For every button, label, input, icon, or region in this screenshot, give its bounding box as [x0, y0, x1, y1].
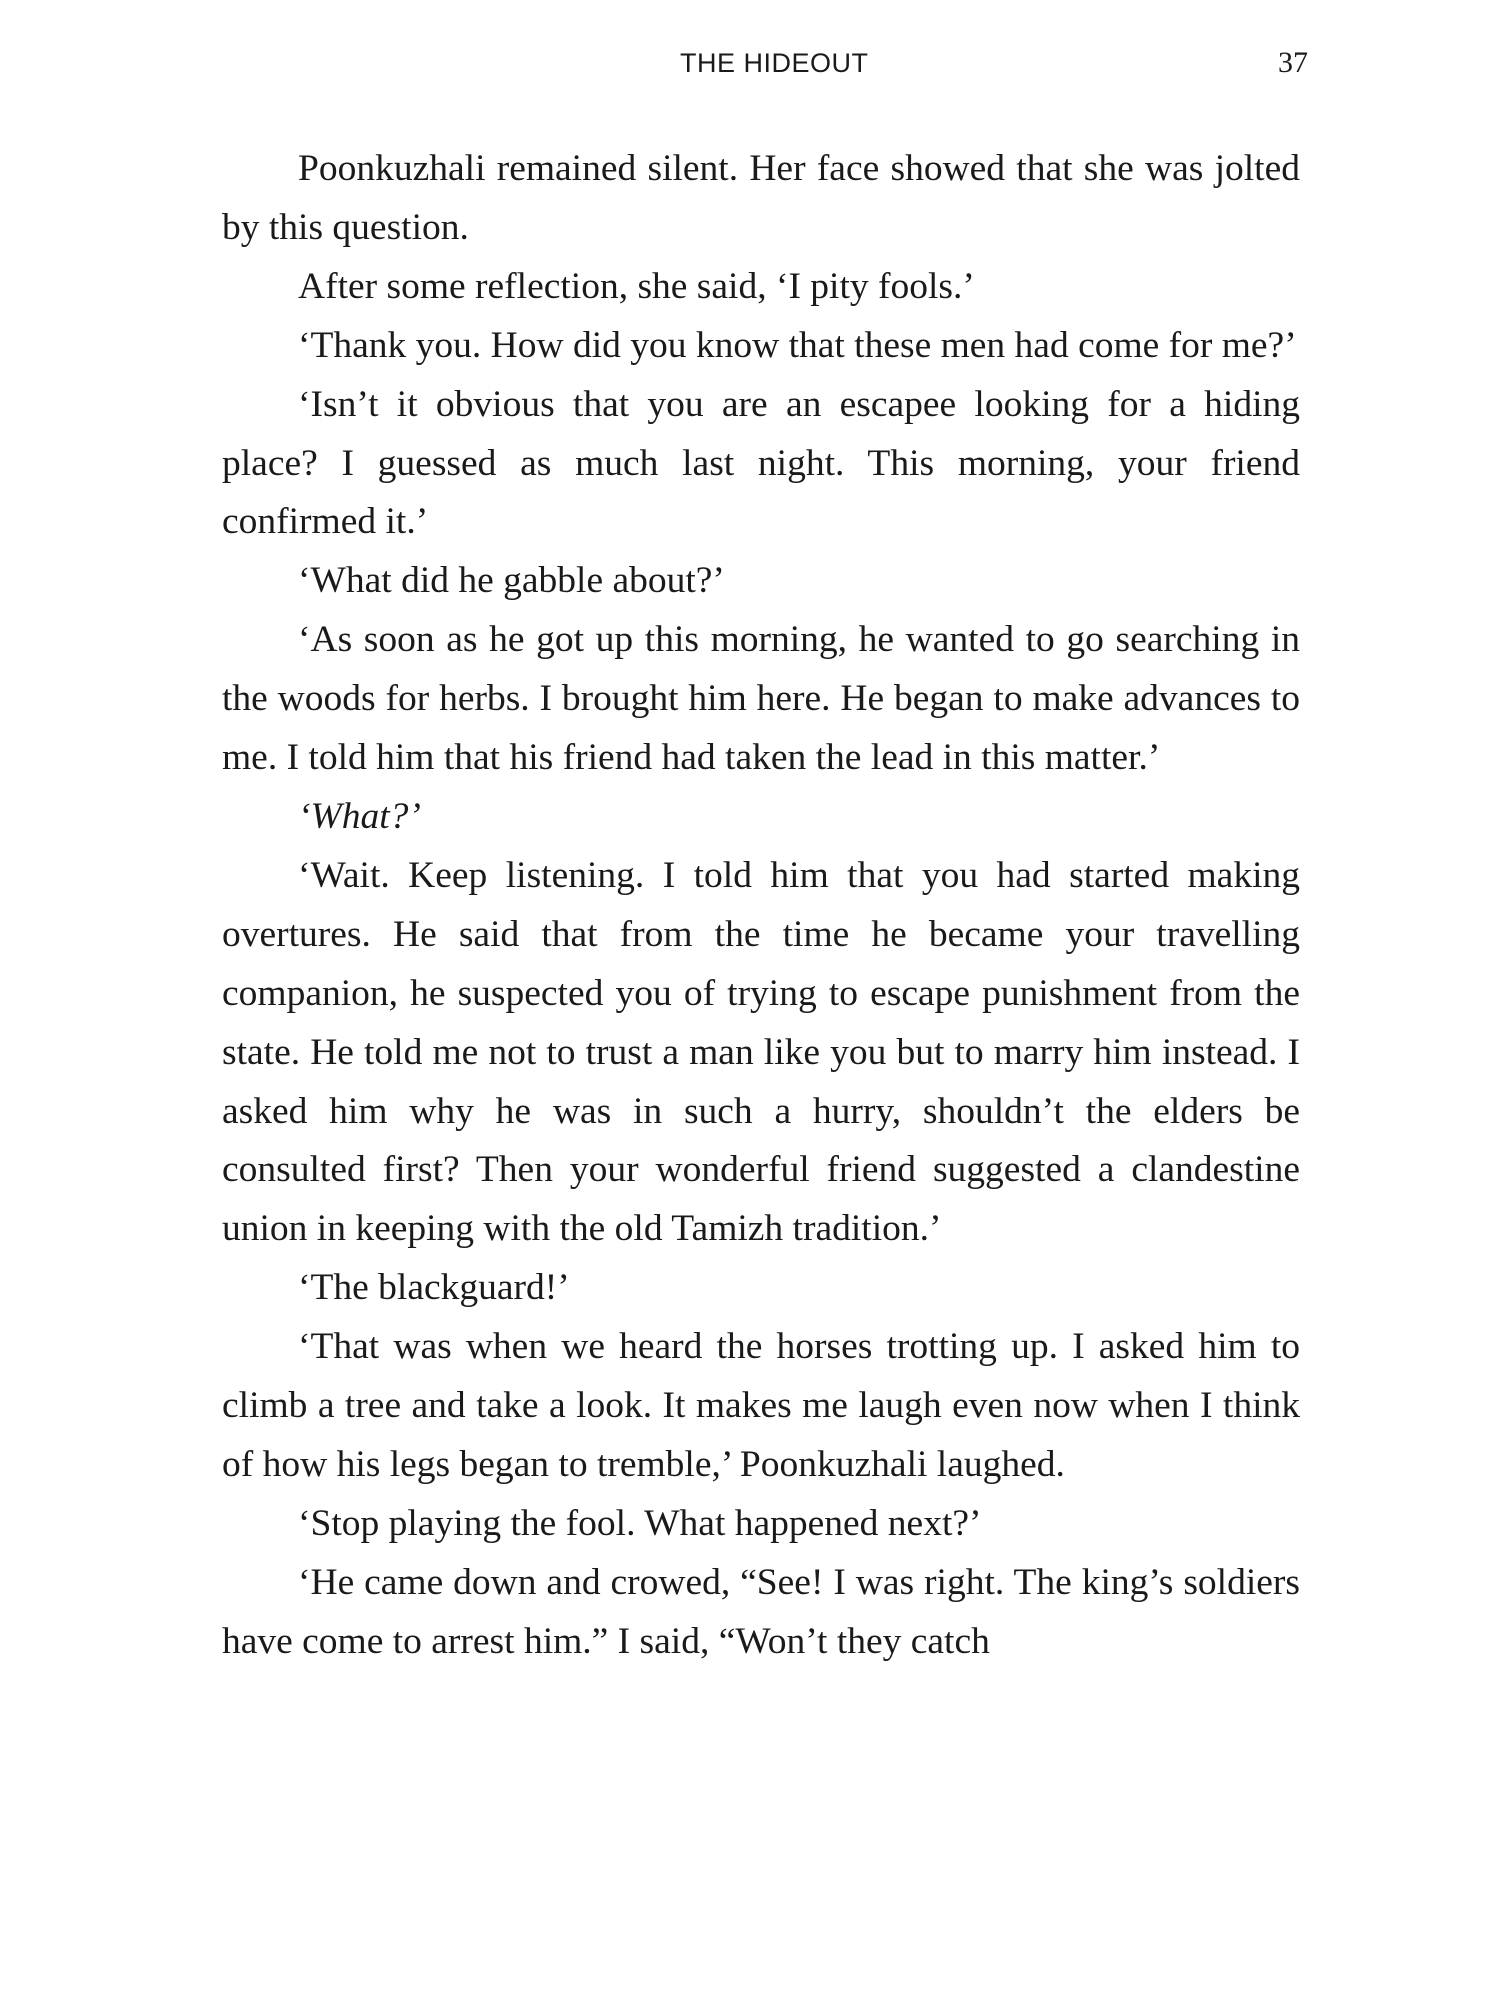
- paragraph: ‘Thank you. How did you know that these men had come for me?’: [298, 324, 1297, 366]
- paragraph: ‘The blackguard!’: [298, 1267, 570, 1309]
- page-number: 37: [1278, 46, 1308, 79]
- paragraph: ‘He came down and crowed, “See! I was right. The king’s soldiers have come to arrest him.” I said, “Won’t they catch: [222, 1561, 1300, 1662]
- chapter-title: THE HIDEOUT: [680, 48, 869, 78]
- italic-exclamation: ‘What?’: [298, 795, 421, 837]
- paragraph: [222, 788, 1300, 847]
- body-text: [222, 140, 1300, 1672]
- paragraph: ‘What did he gabble about?’: [298, 560, 725, 602]
- paragraph: ‘Wait. Keep listening. I told him that you had started making overtures. He said that from the time he became your travelling companion, he suspected you of trying to escape punishment from the state. He told me not to trust a man like you but to marry him instead. I asked him why he was in such a hurry, shouldn’t the elders be consulted first? Then your wonderful friend suggested a clandestine union in keeping with the old Tamizh tradition.’: [222, 854, 1300, 1250]
- paragraph: After some reflection, she said, ‘I pity fools.’: [298, 265, 975, 307]
- paragraph: ‘Stop playing the fool. What happened next?’: [298, 1502, 982, 1544]
- paragraph: ‘Isn’t it obvious that you are an escapee looking for a hiding place? I guessed as much last night. This morning, your friend confirmed it.’: [222, 383, 1300, 543]
- paragraph: ‘As soon as he got up this morning, he wanted to go searching in the woods for herbs. I brought him here. He began to make advances to me. I told him that his friend had taken the lead in this matter.’: [222, 619, 1300, 779]
- paragraph: Poonkuzhali remained silent. Her face showed that she was jolted by this question.: [222, 148, 1300, 248]
- running-header: [0, 48, 1500, 88]
- paragraph: ‘That was when we heard the horses trotting up. I asked him to climb a tree and take a look. It makes me laugh even now when I think of how his legs began to tremble,’ Poonkuzhali laughed.: [222, 1326, 1300, 1485]
